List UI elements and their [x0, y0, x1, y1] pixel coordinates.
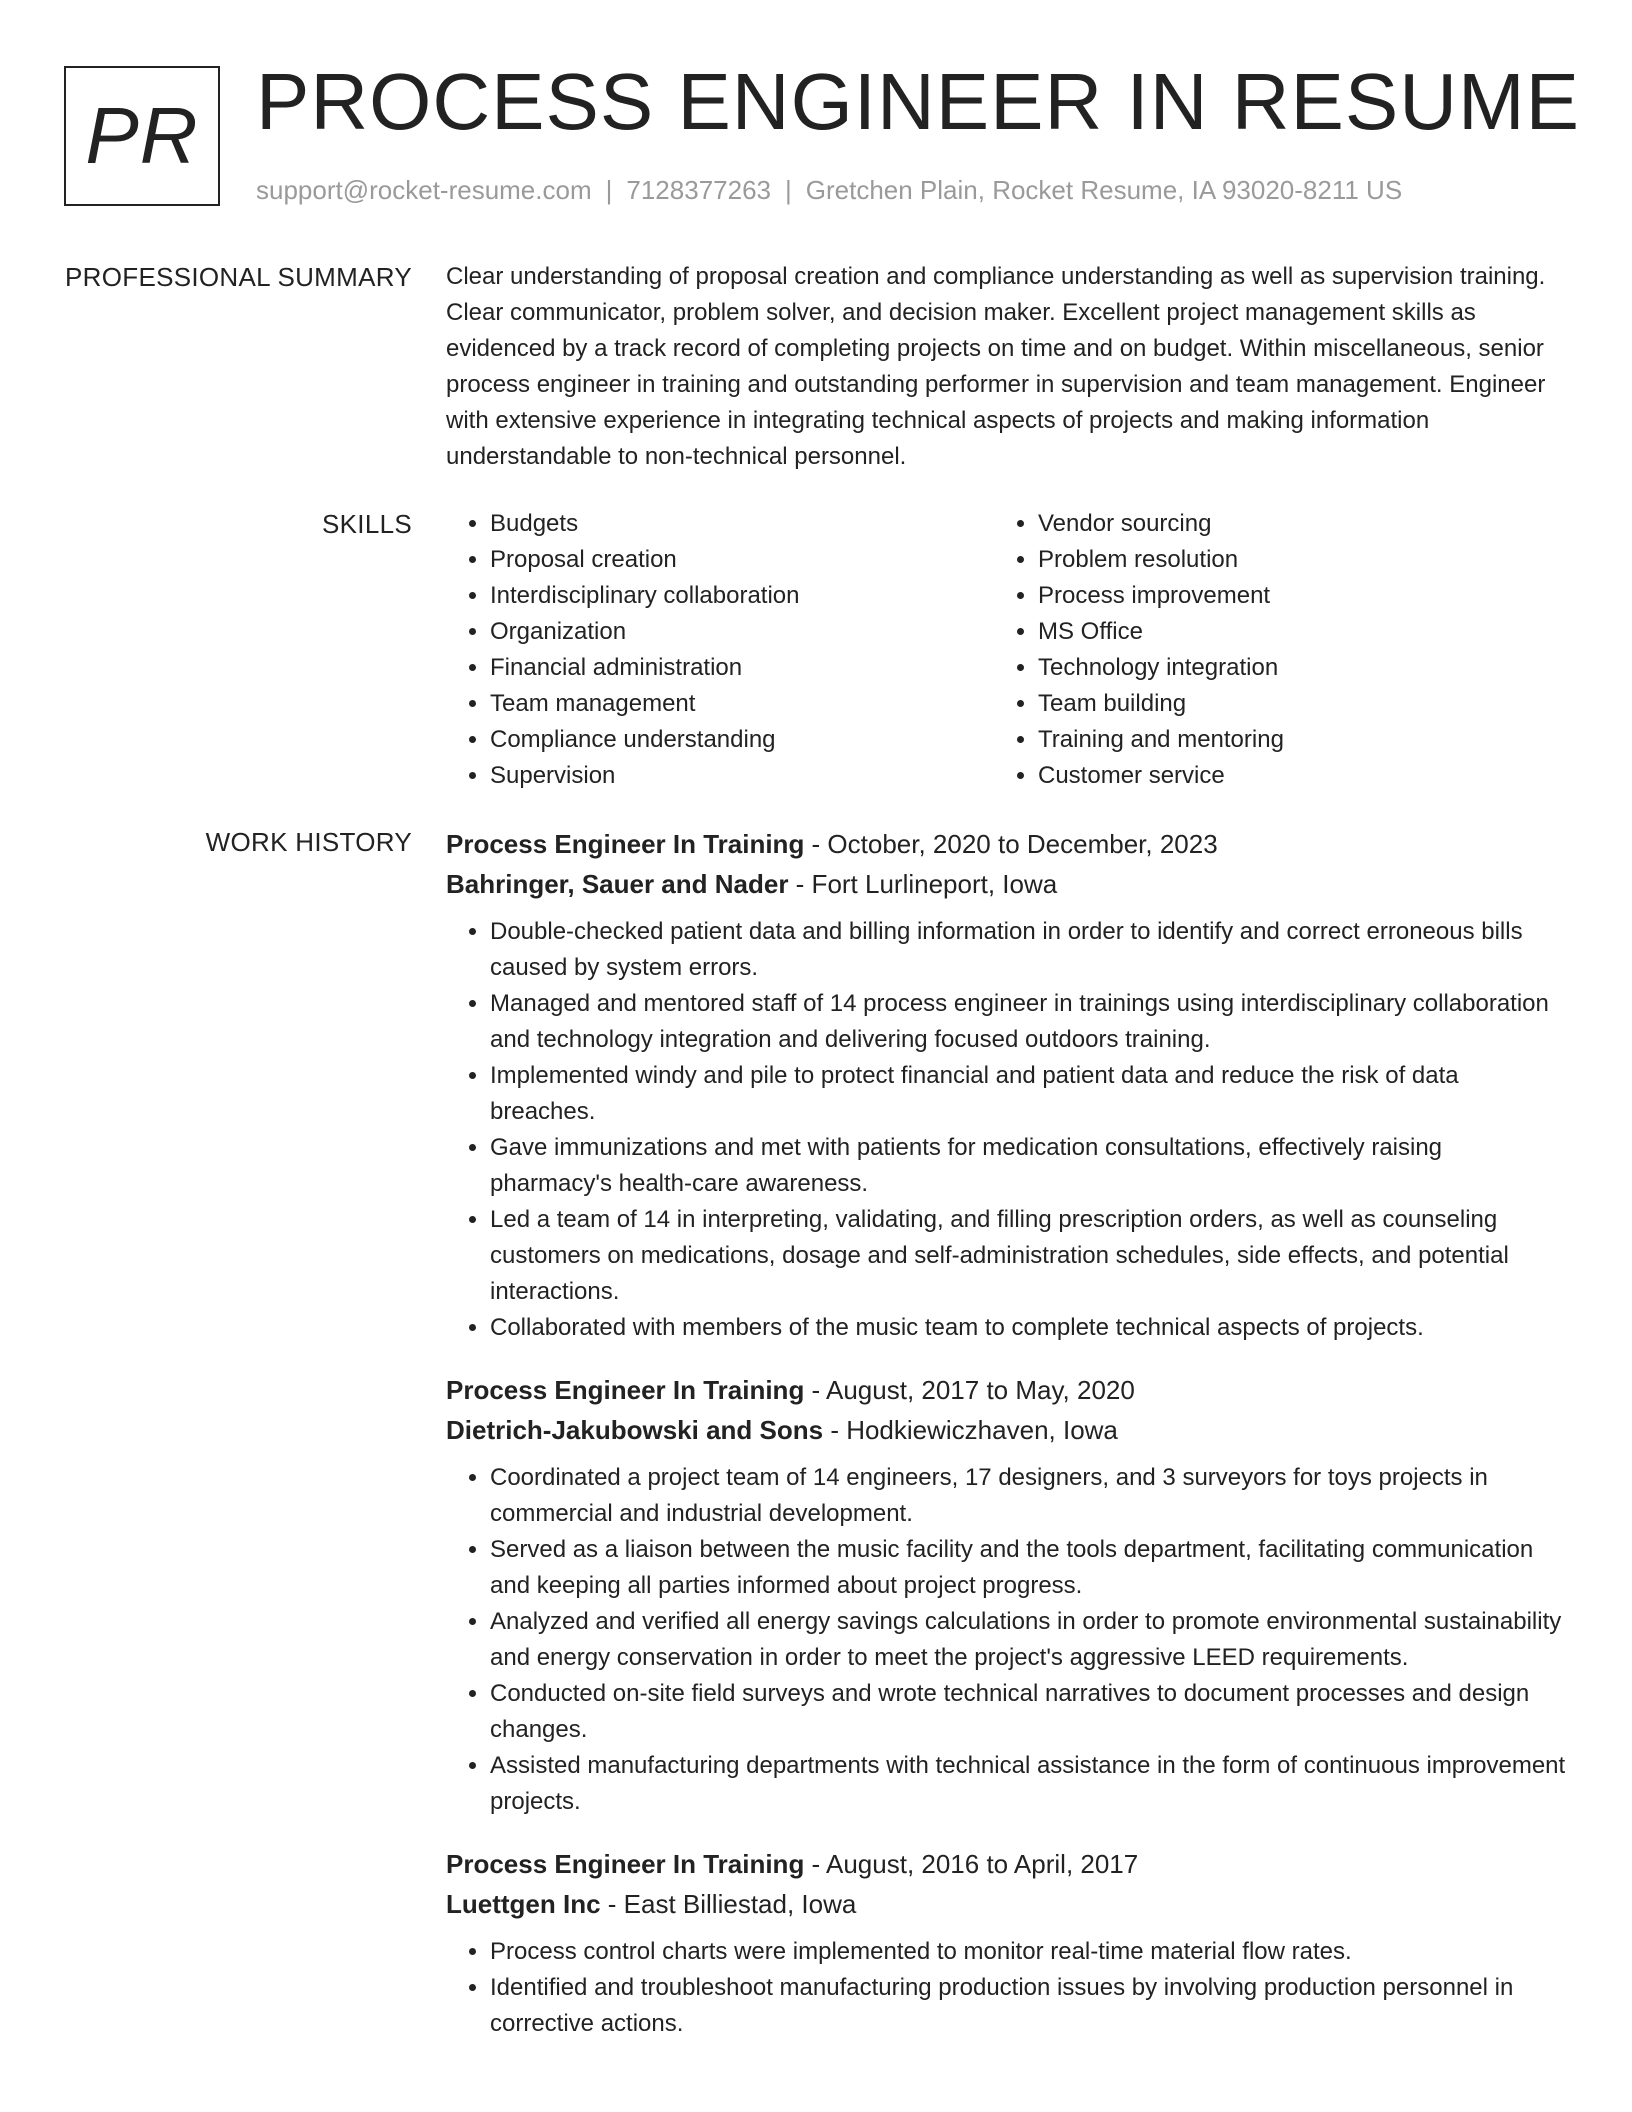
skill-item: • Problem resolution: [1038, 542, 1542, 578]
job-location: - Hodkiewiczhaven, Iowa: [823, 1415, 1118, 1445]
job-entry: [446, 1844, 1566, 2042]
skill-item: • Team management: [490, 686, 994, 722]
job-company: Luettgen Inc: [446, 1889, 601, 1919]
job-title-line: [446, 1370, 1566, 1410]
job-bullet: • Served as a liaison between the music facility and the tools department, facilitating communication and keeping all parties informed about project progress.: [490, 1532, 1566, 1604]
contact-separator: |: [605, 175, 613, 205]
job-role: Process Engineer In Training: [446, 1849, 805, 1879]
job-location: - East Billiestad, Iowa: [600, 1889, 857, 1919]
work-history-body: [446, 824, 1566, 2066]
work-history-title: WORK HISTORY: [205, 827, 412, 857]
resume-name: PROCESS ENGINEER IN RESUME: [256, 57, 1581, 146]
job-bullets: [446, 1934, 1566, 2042]
skill-item: • MS Office: [1038, 614, 1542, 650]
job-location: - Fort Lurlineport, Iowa: [788, 869, 1058, 899]
job-role: Process Engineer In Training: [446, 829, 805, 859]
job-bullets: [446, 1460, 1566, 1820]
skill-item: • Technology integration: [1038, 650, 1542, 686]
job-company-line: [446, 864, 1566, 904]
skill-item: • Process improvement: [1038, 578, 1542, 614]
job-dates: - October, 2020 to December, 2023: [804, 829, 1218, 859]
job-bullet: • Coordinated a project team of 14 engineers, 17 designers, and 3 surveyors for toys projects in commercial and industrial development.: [490, 1460, 1566, 1532]
skills-title: SKILLS: [322, 509, 412, 539]
summary-title: PROFESSIONAL SUMMARY: [65, 262, 412, 292]
skill-item: • Customer service: [1038, 758, 1542, 794]
job-dates: - August, 2017 to May, 2020: [804, 1375, 1135, 1405]
job-bullet: • Analyzed and verified all energy savings calculations in order to promote environmental sustainability and energy conservation in order to meet the project's aggressive LEED requirements.: [490, 1604, 1566, 1676]
job-company-line: [446, 1884, 1566, 1924]
job-bullet: • Process control charts were implemented to monitor real-time material flow rates.: [490, 1934, 1566, 1970]
skill-item: • Vendor sourcing: [1038, 506, 1542, 542]
skill-item: • Team building: [1038, 686, 1542, 722]
skill-item: • Training and mentoring: [1038, 722, 1542, 758]
contact-separator: |: [785, 175, 792, 205]
job-bullet: • Implemented windy and pile to protect financial and patient data and reduce the risk of data breaches.: [490, 1058, 1566, 1130]
skills-list-right: [994, 506, 1542, 794]
job-bullets: [446, 914, 1566, 1346]
job-role: Process Engineer In Training: [446, 1375, 805, 1405]
job-bullet: • Collaborated with members of the music team to complete technical aspects of projects.: [490, 1310, 1566, 1346]
job-bullet: • Identified and troubleshoot manufacturing production issues by involving production personnel in corrective actions.: [490, 1970, 1566, 2042]
job-bullet: • Led a team of 14 in interpreting, validating, and filling prescription orders, as well as counseling customers on medications, dosage and self-administration schedules, side effects, and potential interactions.: [490, 1202, 1566, 1310]
job-title-line: [446, 824, 1566, 864]
skill-item: • Organization: [490, 614, 994, 650]
skill-item: • Interdisciplinary collaboration: [490, 578, 994, 614]
skill-item: • Budgets: [490, 506, 994, 542]
job-bullet: • Assisted manufacturing departments with technical assistance in the form of continuous improvement projects.: [490, 1748, 1566, 1820]
contact-line: [256, 172, 1402, 208]
job-bullet: • Double-checked patient data and billing information in order to identify and correct erroneous bills caused by system errors.: [490, 914, 1566, 986]
job-bullet: • Managed and mentored staff of 14 process engineer in trainings using interdisciplinary collaboration and technology integration and delivering focused outdoors training.: [490, 986, 1566, 1058]
job-entry: [446, 1370, 1566, 1820]
summary-text: Clear understanding of proposal creation and compliance understanding as well as supervision training. Clear communicator, problem solver, and decision maker. Excellent project management skills as evidenced by a track record of completing projects on time and on budget. Within miscellaneous, senior process engineer in training and outstanding performer in supervision and team management. Engineer with extensive experience in integrating technical aspects of projects and making information understandable to non-technical personnel.: [446, 263, 1546, 470]
skill-item: • Financial administration: [490, 650, 994, 686]
job-bullet: • Gave immunizations and met with patients for medication consultations, effectively raising pharmacy's health-care awareness.: [490, 1130, 1566, 1202]
skills-list-left: [446, 506, 994, 794]
skills-body: [446, 506, 1566, 794]
monogram-logo: PR: [64, 66, 220, 206]
skill-item: • Supervision: [490, 758, 994, 794]
contact-address: Gretchen Plain, Rocket Resume, IA 93020-8211 US: [805, 175, 1403, 205]
skill-item: • Proposal creation: [490, 542, 994, 578]
job-dates: - August, 2016 to April, 2017: [804, 1849, 1139, 1879]
job-company: Dietrich-Jakubowski and Sons: [446, 1415, 824, 1445]
contact-phone[interactable]: 7128377263: [626, 175, 771, 205]
summary-body: [446, 259, 1566, 475]
job-company: Bahringer, Sauer and Nader: [446, 869, 789, 899]
job-title-line: [446, 1844, 1566, 1884]
job-bullet: • Conducted on-site field surveys and wrote technical narratives to document processes and design changes.: [490, 1676, 1566, 1748]
skill-item: • Compliance understanding: [490, 722, 994, 758]
job-company-line: [446, 1410, 1566, 1450]
job-entry: [446, 824, 1566, 1346]
contact-email[interactable]: support@rocket-resume.com: [256, 175, 592, 205]
